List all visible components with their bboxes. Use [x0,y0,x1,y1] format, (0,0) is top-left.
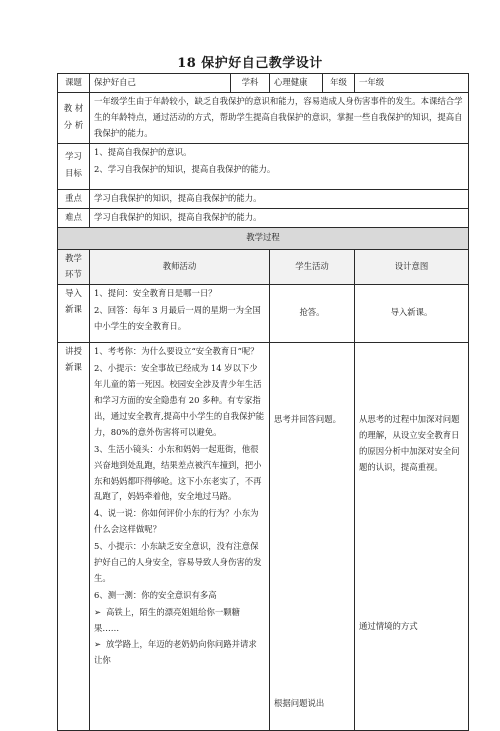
analysis-label [58,92,90,143]
key-point-label: 重点 [58,189,90,208]
subject-label: 学科 [231,74,270,93]
intro-teacher-line: 2、回答：每年 3 月最后一周的星期一为全国中小学生的安全教育日。 [94,304,261,331]
analysis-text: 一年级学生由于年龄较小，缺乏自我保护的意识和能力，容易造成人身伤害事件的发生。本课结合学生的年龄特点，通过活动的方式，帮助学生提高自我保护的意识，掌握一些自我保护的知识，提高自我保护的能力。 [90,92,469,143]
lesson-student [270,342,355,730]
key-point-text: 学习自我保护的知识，提高自我保护的能力。 [90,189,469,208]
intro-stage: 导入新课 [58,284,90,342]
bullet-arrow-icon: ➢ [94,607,102,618]
lesson-intent-line: 通过情境的方式 [359,620,418,631]
goals-label-bottom: 目标 [65,168,82,179]
document-title: 18 保护好自己教学设计 [177,56,323,71]
intro-intent: 导入新课。 [355,284,469,342]
grade-value: 一年级 [355,74,469,93]
lesson-bullet-text: 放学路上，年迈的老奶奶向你问路并请求让你 [94,639,257,666]
column-header-intent: 设计意图 [355,249,469,284]
intro-teacher-line: 1、提问：安全教育日是哪一日？ [94,287,217,298]
lesson-teacher-line: 5、小提示：小东缺乏安全意识，没有注意保护好自己的人身安全，容易导致人身伤害的发生。 [94,541,262,584]
lesson-bullet-item [94,605,265,637]
grade-label: 年级 [323,74,355,93]
lesson-bullet-item [94,637,265,669]
analysis-label-top: 教 材 [63,102,84,113]
difficulty-text: 学习自我保护的知识，提高自我保护的能力。 [90,208,469,227]
lesson-student-line: 根据问题说出 [274,697,325,708]
lesson-student-line: 思考并回答问题。 [274,413,341,424]
lesson-teacher-line: 6、测一测：你的安全意识有多高 [94,590,217,601]
goal-item: 2、学习自我保护的知识，提高自我保护的能力。 [94,163,276,174]
subject-value: 心理健康 [270,74,323,93]
bullet-arrow-icon: ➢ [94,639,102,650]
topic-label: 课题 [58,74,90,93]
topic-value: 保护好自己 [90,74,231,93]
lesson-teacher-line: 4、说一说：你如何评价小东的行为？小东为什么会这样做呢？ [94,508,259,535]
intro-student: 抢答。 [270,284,355,342]
analysis-label-bottom: 分 析 [63,119,84,130]
lesson-teacher-line: 1、考考你：为什么要设立“安全教育日”呢？ [94,345,259,356]
lesson-intent [355,342,469,730]
column-header-stage: 教学环节 [58,249,90,284]
goals-list [90,143,469,189]
lesson-stage: 讲授新课 [58,342,90,730]
table-row-lesson [58,342,469,730]
lesson-teacher [90,342,270,730]
lesson-teacher-line: 2、小提示：安全事故已经成为 14 岁以下少年儿童的第一死因。校园安全涉及青少年生活和学习方面的安全隐患有 20 多种。有专家指出，通过安全教育,提高中小学生的自我保护能力，80%的意外伤害将可以避免。 [94,362,265,437]
intro-teacher [90,284,270,342]
column-header-teacher: 教师活动 [90,249,270,284]
table-row-intro [58,284,469,342]
lesson-teacher-line: 3、生活小镜头：小东和妈妈一起逛街，他很兴奋地到处乱跑，结果差点被汽车撞到，把小东和妈妈都吓得够呛。这下小东老实了，不再乱跑了，妈妈牵着他，安全地过马路。 [94,443,262,502]
lesson-plan-table [57,73,469,731]
lesson-bullet-text: 高铁上，陌生的漂亮姐姐给你一颗糖果…… [94,607,240,634]
goals-label-top: 学习 [65,151,82,162]
column-header-student: 学生活动 [270,249,355,284]
goal-item: 1、提高自我保护的意识。 [94,146,192,157]
process-section-title: 教学过程 [58,227,469,249]
lesson-intent-line: 从思考的过程中加深对问题的理解，从设立安全教育日的原因分析中加深对安全问题的认识，提高重视。 [359,413,460,472]
difficulty-label: 难点 [58,208,90,227]
goals-label [58,143,90,189]
